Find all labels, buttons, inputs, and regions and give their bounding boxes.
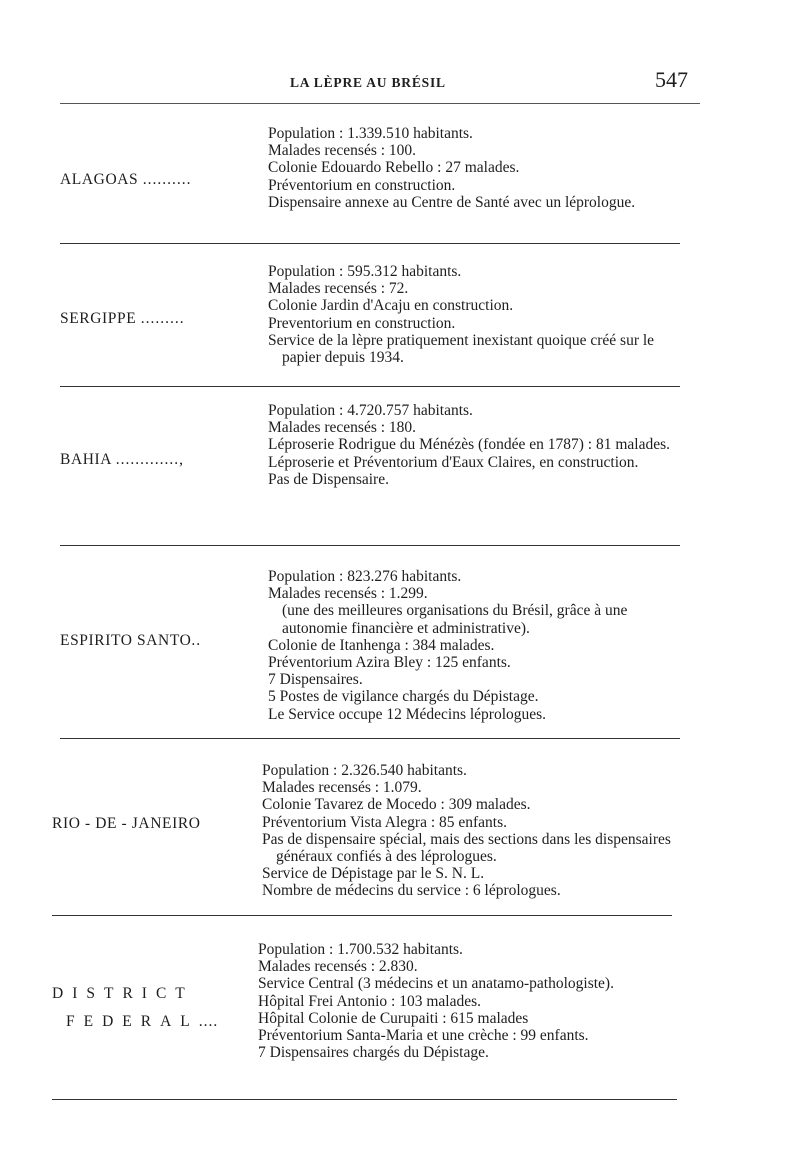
detail-line: (une des meilleures organisations du Brésil, grâce à une autonomie financière et administrative).	[282, 602, 628, 637]
detail-line: Dispensaire annexe au Centre de Santé avec un léprologue.	[268, 193, 636, 211]
detail-line: 7 Dispensaires chargés du Dépistage.	[258, 1044, 489, 1062]
detail-line: 7 Dispensaires.	[268, 671, 363, 689]
section-rule	[60, 386, 680, 387]
population-line: Population : 1.339.510 habitants.	[268, 125, 473, 142]
population-line: Population : 2.326.540 habitants.	[262, 762, 467, 779]
region-details	[268, 125, 693, 211]
section-rule	[52, 915, 672, 916]
detail-line: Léproserie Rodrigue du Ménézès (fondée en 1787) : 81 malades.	[268, 436, 671, 454]
detail-line: Le Service occupe 12 Médecins léprologues.	[268, 705, 547, 723]
region-label: RIO - DE - JANEIRO	[52, 815, 201, 832]
detail-line: Nombre de médecins du service : 6 léprologues.	[262, 882, 561, 900]
region-details	[268, 263, 693, 366]
population-line: Population : 595.312 habitants.	[268, 263, 462, 280]
population-line: Population : 823.276 habitants.	[268, 568, 462, 585]
patients-line: Malades recensés : 1.299.	[268, 585, 428, 603]
running-title: LA LÈPRE AU BRÉSIL	[290, 75, 446, 90]
detail-line: Préventorium en construction.	[268, 176, 456, 194]
page-number: 547	[655, 67, 688, 92]
patients-line: Malades recensés : 100.	[268, 142, 417, 160]
region-label: ESPIRITO SANTO..	[60, 632, 202, 649]
region-label: BAHIA .............,	[60, 451, 184, 468]
region-label: SERGIPPE .........	[60, 310, 185, 327]
detail-line: Préventorium Vista Alegra : 85 enfants.	[262, 813, 508, 831]
population-line: Population : 4.720.757 habitants.	[268, 402, 473, 419]
detail-line: Léproserie et Préventorium d'Eaux Claires, en construction.	[268, 453, 639, 471]
section-rule	[52, 1099, 677, 1100]
region-label: DISTRICT	[52, 985, 194, 1002]
detail-line: Pas de dispensaire spécial, mais des sections dans les dispensaires généraux confiés à des léprologues.	[262, 830, 671, 866]
detail-line: Service de Dépistage par le S. N. L.	[262, 865, 485, 883]
detail-line: Préventorium Azira Bley : 125 enfants.	[268, 654, 511, 672]
region-details	[262, 762, 687, 900]
detail-line: Colonie Tavarez de Mocedo : 309 malades.	[262, 796, 531, 814]
section-rule	[60, 545, 680, 546]
patients-line: Malades recensés : 180.	[268, 419, 417, 437]
detail-line: Hôpital Frei Antonio : 103 malades.	[258, 992, 482, 1010]
patients-line: Malades recensés : 1.079.	[262, 779, 422, 797]
detail-line: Service de la lèpre pratiquement inexistant quoique créé sur le papier depuis 1934.	[268, 331, 655, 367]
region-details	[258, 941, 690, 1061]
section-rule	[60, 243, 680, 244]
detail-line: Pas de Dispensaire.	[268, 470, 389, 488]
detail-line: Hôpital Colonie de Curupaiti : 615 malades	[258, 1009, 529, 1027]
detail-line: Colonie de Itanhenga : 384 malades.	[268, 636, 495, 654]
page-header	[0, 64, 800, 94]
detail-line: Preventorium en construction.	[268, 314, 456, 332]
detail-line: Colonie Edouardo Rebello : 27 malades.	[268, 159, 520, 177]
detail-line: Service Central (3 médecins et un anatamo-pathologiste).	[258, 975, 614, 993]
section-rule	[60, 738, 680, 739]
detail-line: Préventorium Santa-Maria et une crèche : 99 enfants.	[258, 1027, 589, 1045]
region-label-continued: FEDERAL....	[66, 1013, 219, 1030]
detail-line: 5 Postes de vigilance chargés du Dépistage.	[268, 688, 539, 706]
detail-line: Colonie Jardin d'Acaju en construction.	[268, 297, 514, 315]
header-rule	[60, 103, 700, 104]
region-label: ALAGOAS ..........	[60, 171, 192, 188]
region-details	[268, 568, 693, 723]
patients-line: Malades recensés : 2.830.	[258, 958, 418, 976]
region-details	[268, 402, 693, 488]
patients-line: Malades recensés : 72.	[268, 280, 409, 298]
population-line: Population : 1.700.532 habitants.	[258, 941, 463, 958]
